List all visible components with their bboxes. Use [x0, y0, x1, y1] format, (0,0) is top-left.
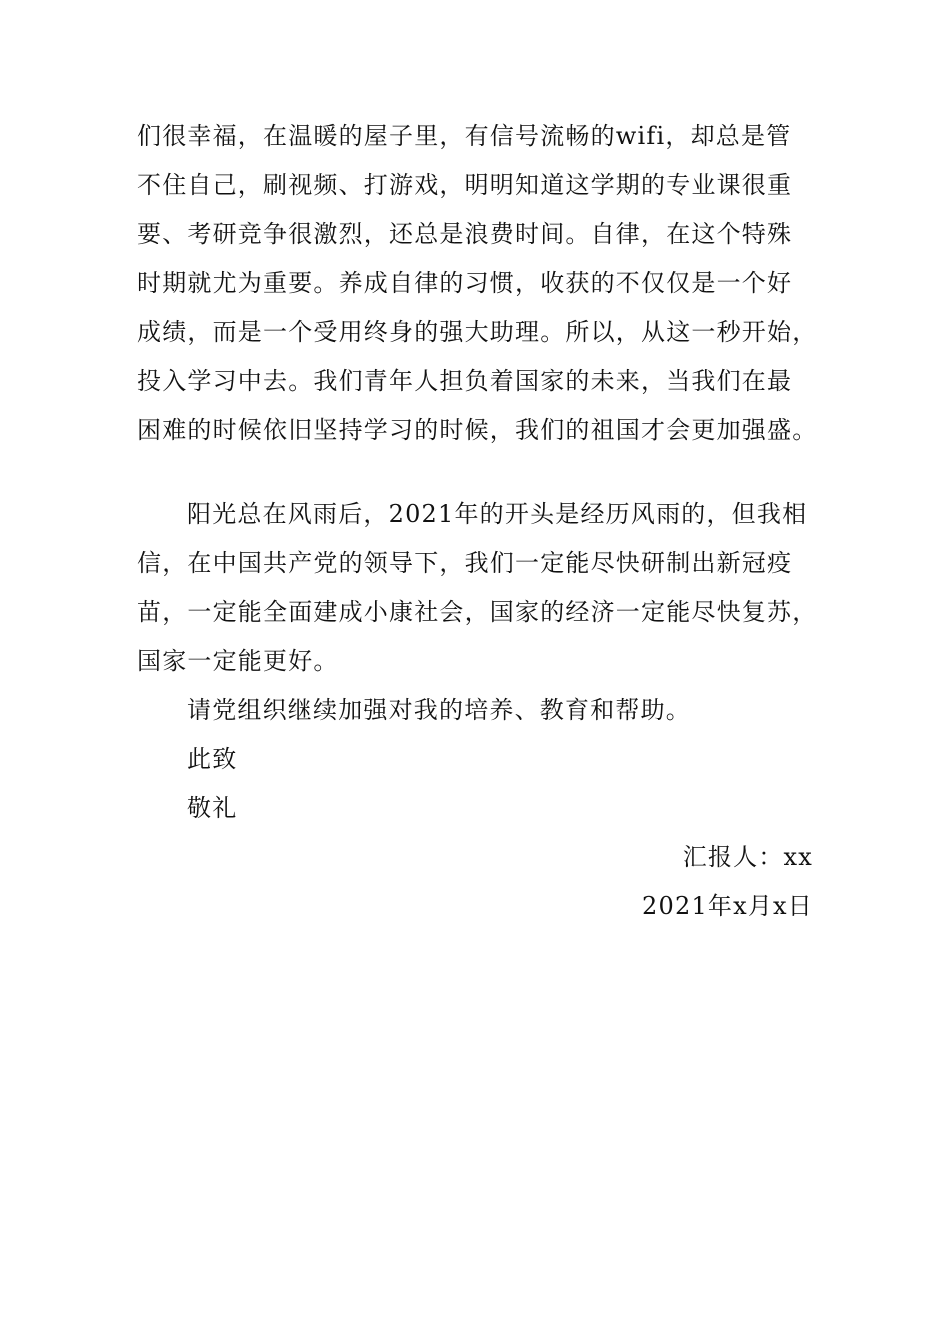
closing-request: 请党组织继续加强对我的培养、教育和帮助。: [187, 696, 691, 724]
paragraph-line: 要、考研竞争很激烈，还总是浪费时间。自律，在这个特殊: [137, 220, 793, 248]
closing-block: [137, 686, 827, 833]
paragraph-line: 成绩，而是一个受用终身的强大助理。所以，从这一秒开始，: [137, 318, 818, 346]
paragraph-line: 困难的时候依旧坚持学习的时候，我们的祖国才会更加强盛。: [137, 416, 818, 444]
signature-block: [137, 833, 827, 931]
paragraph-line: 不住自己，刷视频、打游戏，明明知道这学期的专业课很重: [137, 171, 793, 199]
report-date: 2021年x月x日: [642, 892, 813, 920]
paragraph-line: 国家一定能更好。: [137, 647, 339, 675]
salutation-jingli: 敬礼: [187, 794, 238, 822]
reporter-name: 汇报人：xx: [682, 843, 813, 871]
paragraph-line: 信，在中国共产党的领导下，我们一定能尽快研制出新冠疫: [137, 549, 793, 577]
paragraph-line: 时期就尤为重要。养成自律的习惯，收获的不仅仅是一个好: [137, 269, 793, 297]
paragraph-line: 投入学习中去。我们青年人担负着国家的未来，当我们在最: [137, 367, 793, 395]
paragraph-line: 们很幸福，在温暖的屋子里，有信号流畅的wifi，却总是管: [137, 122, 792, 150]
paragraph-line: 苗，一定能全面建成小康社会，国家的经济一定能尽快复苏，: [137, 598, 818, 626]
body-paragraph-hope: [137, 490, 827, 686]
salutation-cizhi: 此致: [187, 745, 238, 773]
paragraph-line: 阳光总在风雨后，2021年的开头是经历风雨的，但我相: [187, 500, 808, 528]
body-paragraph-continued: [137, 112, 827, 455]
